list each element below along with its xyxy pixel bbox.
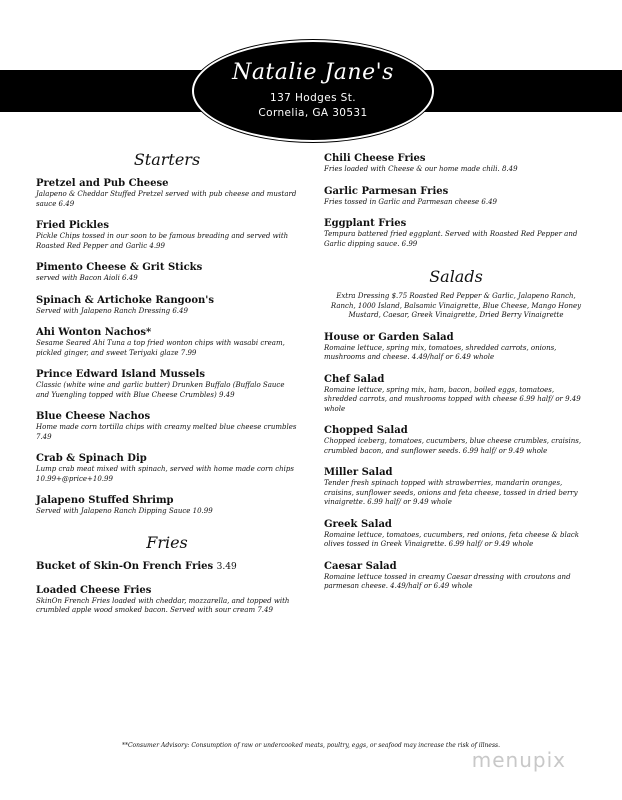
menu-item-title: Eggplant Fries [324, 218, 407, 229]
menu-item-name [36, 560, 298, 574]
menu-item-name [36, 294, 298, 307]
watermark-logo: menupix [471, 748, 566, 772]
menu-item-name [36, 452, 298, 465]
menu-item-description: Fries tossed in Garlic and Parmesan cheese 6.49 [324, 197, 498, 206]
menu-item-title: Spinach & Artichoke Rangoon's [36, 294, 214, 306]
menu-item-title: Chef Salad [324, 373, 385, 385]
menu-item-title: Greek Salad [324, 518, 392, 530]
menu-item-name [324, 331, 588, 344]
menu-item-description: Served with Jalapeno Ranch Dressing 6.49 [36, 306, 188, 315]
menu-item-description: Jalapeno & Cheddar Stuffed Pretzel served with pub cheese and mustard sauce 6.49 [36, 190, 297, 208]
menu-item [36, 368, 298, 400]
menu-item-name [324, 466, 588, 479]
menu-item [36, 177, 298, 209]
menu-item [36, 584, 298, 616]
menu-item [324, 217, 588, 249]
more-fries-list [324, 152, 588, 249]
menu-item-description: Fries loaded with Cheese & our home made chili. 8.49 [324, 165, 518, 173]
menu-item-description: Romaine lettuce, spring mix, tomatoes, shredded carrots, onions, mushrooms and cheese. 4.49/half or 6.49 whole [324, 343, 557, 361]
section-title-salads: Salads [429, 267, 483, 286]
menu-item-description: Romaine lettuce, tomatoes, cucumbers, red onions, feta cheese & black olives tossed in Greek Vinaigrette. 6.99 half/ or 9.49 whole [324, 530, 580, 548]
menu-item-name [36, 584, 298, 597]
menu-item-name [36, 368, 298, 381]
menu-item-description: Lump crab meat mixed with spinach, served with home made corn chips 10.99+@price+10.99 [36, 465, 294, 483]
menu-item-title: Caesar Salad [324, 560, 397, 572]
menu-item [324, 518, 588, 550]
menu-item-description: served with Bacon Aioli 6.49 [36, 274, 138, 282]
menu-item-title: Loaded Cheese Fries [36, 584, 152, 596]
menu-item [36, 560, 298, 574]
menu-item-description: Romaine lettuce, spring mix, ham, bacon, boiled eggs, tomatoes, shredded carrots, and mushrooms topped with cheese 6.99 half/ or 9.49 whole [324, 385, 581, 413]
menu-item [36, 326, 298, 358]
left-column [36, 150, 298, 626]
menu-item-title: Blue Cheese Nachos [36, 411, 151, 422]
menu-item-name [324, 373, 588, 386]
menu-item [324, 560, 588, 592]
menu-item-description: Sesame Seared Ahi Tuna a top fried wonton chips with wasabi cream, pickled ginger, and sweet Teriyaki glaze 7.99 [36, 339, 285, 357]
menu-item-title: Prince Edward Island Mussels [36, 369, 205, 380]
menu-item-name [324, 185, 588, 198]
section-title-fries: Fries [146, 532, 188, 552]
right-column [324, 152, 588, 602]
menu-item-name [36, 410, 298, 423]
menu-item-title: Pimento Cheese & Grit Sticks [36, 262, 203, 273]
menu-item-description: Romaine lettuce tossed in creamy Caesar dressing with croutons and parmesan cheese. 4.49/half or 6.49 whole [324, 572, 571, 590]
menu-item [324, 424, 588, 456]
address-line-1: 137 Hodges St. [269, 92, 357, 104]
menu-item-title: House or Garden Salad [324, 331, 454, 343]
menu-item-name [36, 177, 298, 190]
menu-item-name [324, 518, 588, 531]
menu-item-title: Crab & Spinach Dip [36, 453, 147, 464]
section-title-starters: Starters [133, 150, 201, 169]
menu-item-title: Chopped Salad [324, 425, 408, 436]
menu-item-description: Served with Jalapeno Ranch Dipping Sauce 10.99 [36, 507, 213, 515]
menu-item-price: 3.49 [216, 561, 237, 572]
address [194, 91, 432, 121]
menu-item-description: Home made corn tortilla chips with creamy melted blue cheese crumbles 7.49 [36, 423, 297, 441]
consumer-advisory: **Consumer Advisory: Consumption of raw or undercooked meats, poultry, eggs, or seafood may increase the risk of illness. [121, 742, 501, 749]
menu-item-title: Fried Pickles [36, 220, 109, 231]
menu-item-name [36, 219, 298, 232]
menu-item [324, 373, 588, 415]
menu-item-title: Jalapeno Stuffed Shrimp [36, 495, 174, 506]
menu-item [36, 452, 298, 484]
salads-list [324, 331, 588, 592]
menu-item-description: SkinOn French Fries loaded with cheddar, mozzarella, and topped with crumbled apple wood smoked bacon. Served with sour cream 7.49 [36, 596, 290, 614]
menu-item-title: Pretzel and Pub Cheese [36, 178, 169, 189]
menu-item-title: Chili Cheese Fries [324, 153, 426, 164]
menu-item [36, 410, 298, 442]
menu-item-title: Ahi Wonton Nachos* [36, 327, 152, 338]
menu-item-name [36, 326, 298, 339]
menu-item [36, 219, 298, 251]
menu-item-description: Tempura battered fried eggplant. Served with Roasted Red Pepper and Garlic dipping sauce. 6.99 [324, 230, 578, 248]
menu-item [36, 261, 298, 284]
menu-item [36, 294, 298, 317]
menu-item-description: Tender fresh spinach topped with strawberries, mandarin oranges, craisins, sunflower seeds, onions and feta cheese, tossed in dried berry vinaigrette. 6.99 half/ or 9.49 whole [324, 479, 578, 506]
menu-item-description: Chopped iceberg, tomatoes, cucumbers, blue cheese crumbles, craisins, crumbled bacon, and sunflower seeds. 6.99 half/ or 9.49 whole [324, 437, 582, 455]
fries-list [36, 560, 298, 616]
menu-item [36, 494, 298, 517]
menu-item-description: Pickle Chips tossed in our soon to be famous breading and served with Roasted Red Pepper and Garlic 4.99 [36, 232, 289, 250]
logo-oval [192, 40, 434, 142]
menu-item-description: Classic (white wine and garlic butter) Drunken Buffalo (Buffalo Sauce and Yuengling topped with Blue Cheese Crumbles) 9.49 [36, 381, 285, 399]
menu-item-title: Bucket of Skin-On French Fries [36, 560, 214, 572]
menu-item-name [36, 261, 298, 274]
menu-item-name [324, 560, 588, 573]
starters-list [36, 177, 298, 517]
dressing-note: Extra Dressing $.75 Roasted Red Pepper & Garlic, Jalapeno Ranch, Ranch, 1000 Island, Balsamic Vinaigrette, Blue Cheese, Mango Honey Mustard, Caesar, Greek Vinaigrette, Dried Berry Vinaigrette [330, 292, 582, 319]
menu-item-name [324, 217, 588, 230]
menu-item-title: Miller Salad [324, 467, 393, 478]
menu-item-name [324, 424, 588, 437]
menu-item [324, 185, 588, 208]
menu-item [324, 466, 588, 508]
menu-item-title: Garlic Parmesan Fries [324, 185, 449, 197]
menu-item-name [324, 152, 588, 165]
restaurant-name: Natalie Jane's [232, 60, 394, 85]
menu-item [324, 331, 588, 363]
menu-item [324, 152, 588, 175]
menu-item-name [36, 494, 298, 507]
address-line-2: Cornelia, GA 30531 [258, 107, 368, 119]
